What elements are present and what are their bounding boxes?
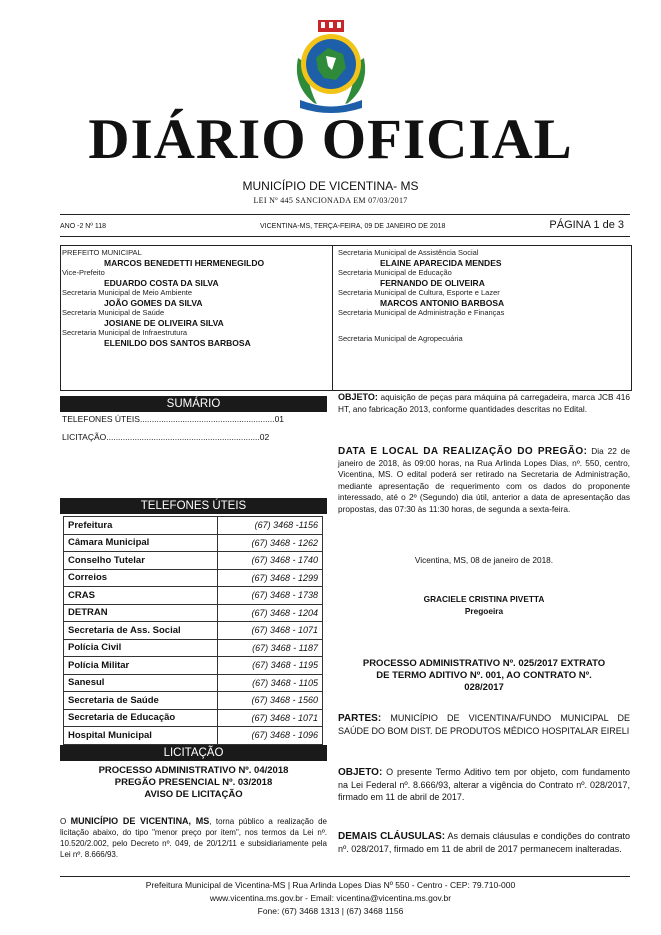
phone-entity-name: Polícia Militar bbox=[64, 657, 218, 675]
municipality-name: MUNICÍPIO DE VICENTINA- MS bbox=[242, 179, 419, 193]
masthead-title: DIÁRIO OFICIAL bbox=[88, 108, 573, 171]
officer-role: Vice-Prefeito bbox=[62, 268, 105, 277]
officer-role: Secretaria Municipal de Cultura, Esporte e Lazer bbox=[338, 288, 500, 297]
sumario-item[interactable]: TELEFONES ÚTEIS.........................................................01 bbox=[62, 414, 285, 424]
phone-number[interactable]: (67) 3468 - 1195 bbox=[218, 657, 323, 675]
licitacao-header: LICITAÇÃO bbox=[60, 745, 327, 761]
header-rule-bottom bbox=[60, 236, 630, 237]
officer-name: ELENILDO DOS SANTOS BARBOSA bbox=[104, 338, 251, 348]
phone-entity-name: Câmara Municipal bbox=[64, 534, 218, 552]
objeto2-paragraph: OBJETO: O presente Termo Aditivo tem por objeto, com fundamento na Lei Federal nº. 8.666/93, alterar a vigência do Contrato nº. 028/2017, firmado em 11 de abril de 2017. bbox=[338, 767, 630, 802]
phone-row bbox=[64, 517, 323, 535]
law-reference: LEI Nº 445 SANCIONADA EM 07/03/2017 bbox=[253, 196, 408, 205]
phone-number[interactable]: (67) 3468 - 1187 bbox=[218, 639, 323, 657]
phone-row bbox=[64, 657, 323, 675]
footer-phones: Fone: (67) 3468 1313 | (67) 3468 1156 bbox=[257, 906, 404, 916]
officer-name: EDUARDO COSTA DA SILVA bbox=[104, 278, 219, 288]
sumario-header: SUMÁRIO bbox=[60, 396, 327, 412]
officer-role: Secretaria Municipal de Saúde bbox=[62, 308, 165, 317]
telefones-header: TELEFONES ÚTEIS bbox=[60, 498, 327, 514]
phone-number[interactable]: (67) 3468 - 1738 bbox=[218, 587, 323, 605]
officer-role: Secretaria Municipal de Infraestrutura bbox=[62, 328, 188, 337]
phone-row bbox=[64, 552, 323, 570]
sumario-list bbox=[62, 414, 324, 444]
partes-paragraph: PARTES: MUNICÍPIO DE VICENTINA/FUNDO MUNICIPAL DE SAÚDE DO BOM DIST. DE PRODUTOS MÉDICO HOSPITALAR EIRELI bbox=[338, 713, 630, 736]
date-line: Vicentina, MS, 08 de janeiro de 2018. bbox=[414, 555, 554, 565]
officer-name: JOSIANE DE OLIVEIRA SILVA bbox=[104, 318, 224, 328]
officers-left-list bbox=[62, 248, 327, 348]
objeto-paragraph: OBJETO: aquisição de peças para máquina pá carregadeira, marca JCB 416 HT, ano fabricação 2013, conforme quantidades descritas no Edital. bbox=[338, 392, 630, 414]
officer-role: Secretaria Municipal de Meio Ambiente bbox=[62, 288, 193, 297]
footer-web-email[interactable]: www.vicentina.ms.gov.br - Email: vicentina@vicentina.ms.gov.br bbox=[209, 893, 452, 903]
phone-entity-name: CRAS bbox=[64, 587, 218, 605]
officer-name: ELAINE APARECIDA MENDES bbox=[380, 258, 502, 268]
phone-number[interactable]: (67) 3468 -1156 bbox=[218, 517, 323, 535]
phone-entity-name: DETRAN bbox=[64, 604, 218, 622]
phone-row bbox=[64, 709, 323, 727]
officer-name: JOÃO GOMES DA SILVA bbox=[104, 298, 203, 308]
demais-paragraph: DEMAIS CLÁUSULAS: As demais cláusulas e condições do contrato nº. 028/2017, firmado em 11 de abril de 2017 permanecem inalteradas. bbox=[338, 831, 630, 854]
phone-row bbox=[64, 604, 323, 622]
officer-name: MARCOS BENEDETTI HERMENEGILDO bbox=[104, 258, 265, 268]
phone-row bbox=[64, 692, 323, 710]
phone-number[interactable]: (67) 3468 - 1560 bbox=[218, 692, 323, 710]
phone-entity-name: Sanesul bbox=[64, 674, 218, 692]
phone-entity-name: Prefeitura bbox=[64, 517, 218, 535]
edition-place-date: VICENTINA-MS, TERÇA-FEIRA, 09 DE JANEIRO DE 2018 bbox=[260, 223, 446, 230]
phone-entity-name: Conselho Tutelar bbox=[64, 552, 218, 570]
data-local-paragraph: DATA E LOCAL DA REALIZAÇÃO DO PREGÃO: Dia 22 de janeiro de 2018, às 09:00 horas, na Rua Arlinda Lopes Dias, nº. 550, centro, Vicentina, MS. O edital poderá ser retirado na Secretaria de Administração, mediante apresentação de requerimento com os dados do proponente interessado, até o 2º (Segundo) dia útil, anterior a data de apresentação das propostas, das 07:30 às 11:30 horas, de segunda a sexta-feira. bbox=[338, 446, 631, 514]
phone-entity-name: Hospital Municipal bbox=[64, 727, 218, 745]
officer-name: FERNANDO DE OLIVEIRA bbox=[380, 278, 485, 288]
coat-of-arms-icon bbox=[288, 18, 374, 118]
officer-role: Secretaria Municipal de Administração e Finanças bbox=[338, 308, 505, 317]
phone-row bbox=[64, 587, 323, 605]
phone-number[interactable]: (67) 3468 - 1204 bbox=[218, 604, 323, 622]
licitacao-headings bbox=[60, 765, 327, 801]
proc-title: PROCESSO ADMINISTRATIVO Nº. 025/2017 EXTRATO DE TERMO ADITIVO Nº. 001, AO CONTRATO Nº. 028/2017 bbox=[362, 658, 606, 693]
phone-number[interactable]: (67) 3468 - 1071 bbox=[218, 709, 323, 727]
phone-number[interactable]: (67) 3468 - 1105 bbox=[218, 674, 323, 692]
licitacao-heading-process: PROCESSO ADMINISTRATIVO Nº. 04/2018 bbox=[98, 765, 289, 776]
licitacao-heading-aviso: AVISO DE LICITAÇÃO bbox=[144, 789, 243, 800]
header-rule-top bbox=[60, 214, 630, 215]
phone-entity-name: Polícia Civil bbox=[64, 639, 218, 657]
phone-row bbox=[64, 569, 323, 587]
officer-role: Secretaria Municipal de Educação bbox=[338, 268, 452, 277]
signer-name: GRACIELE CRISTINA PIVETTA bbox=[423, 594, 545, 604]
phone-row bbox=[64, 727, 323, 745]
phone-entity-name: Secretaria de Saúde bbox=[64, 692, 218, 710]
licitacao-heading-pregao: PREGÃO PRESENCIAL Nº. 03/2018 bbox=[114, 777, 273, 788]
phone-number[interactable]: (67) 3468 - 1096 bbox=[218, 727, 323, 745]
sumario-item[interactable]: LICITAÇÃO.................................................................02 bbox=[62, 432, 270, 442]
officer-role: Secretaria Municipal de Assistência Social bbox=[338, 248, 479, 257]
phone-row bbox=[64, 534, 323, 552]
phone-row bbox=[64, 622, 323, 640]
phone-row bbox=[64, 639, 323, 657]
footer-address: Prefeitura Municipal de Vicentina-MS | Rua Arlinda Lopes Dias Nº 550 - Centro - CEP: 79.710-000 bbox=[145, 880, 516, 890]
phone-entity-name: Secretaria de Ass. Social bbox=[64, 622, 218, 640]
phone-row bbox=[64, 674, 323, 692]
phone-number[interactable]: (67) 3468 - 1262 bbox=[218, 534, 323, 552]
officer-role: PREFEITO MUNICIPAL bbox=[62, 248, 142, 257]
footer-rule bbox=[60, 876, 630, 877]
officers-divider bbox=[332, 246, 333, 390]
officer-name bbox=[338, 318, 628, 328]
telefones-table bbox=[63, 516, 323, 745]
page-indicator: PÁGINA 1 de 3 bbox=[549, 219, 624, 231]
phone-number[interactable]: (67) 3468 - 1299 bbox=[218, 569, 323, 587]
edition-number: ANO -2 Nº 118 bbox=[60, 223, 106, 230]
officer-name: MARCOS ANTONIO BARBOSA bbox=[380, 298, 505, 308]
phone-entity-name: Correios bbox=[64, 569, 218, 587]
phone-number[interactable]: (67) 3468 - 1071 bbox=[218, 622, 323, 640]
licitacao-body: O MUNICÍPIO DE VICENTINA, MS, torna público a realização de licitação abaixo, do tipo "menor preço por item", nos termos da Lei nº. 10.520/2.002, pelo Decreto nº. 049, de 20/12/11 e subsidiariamente pela Lei nº. 8.666/93. bbox=[60, 816, 327, 859]
officers-right-list bbox=[338, 248, 628, 344]
edition-bar bbox=[60, 219, 630, 235]
phone-entity-name: Secretaria de Educação bbox=[64, 709, 218, 727]
signer-role: Pregoeira bbox=[464, 606, 504, 616]
phone-number[interactable]: (67) 3468 - 1740 bbox=[218, 552, 323, 570]
officer-role: Secretaria Municipal de Agropecuária bbox=[338, 334, 463, 343]
